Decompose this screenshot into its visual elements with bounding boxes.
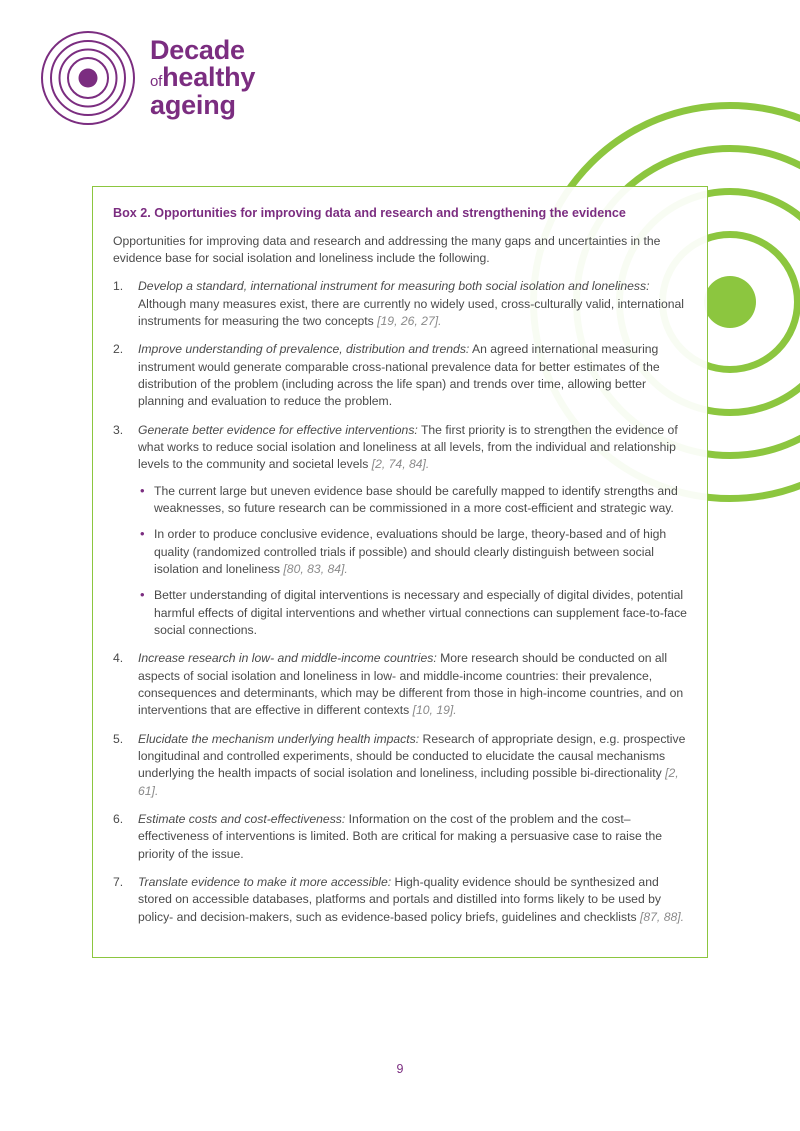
list-item-number: 1. — [113, 279, 124, 294]
list-item — [138, 526, 687, 578]
list-item-lead: Improve understanding of prevalence, distribution and trends: — [138, 342, 470, 357]
concentric-circles-icon — [42, 32, 134, 124]
list-item-lead: Generate better evidence for effective interventions: — [138, 422, 418, 437]
list-item-number: 7. — [113, 874, 124, 889]
list-item — [113, 731, 687, 800]
list-item-body: More research should be conducted on all aspects of social isolation and loneliness in low- and middle-income countries: their prevalence, consequences and determinants, which may be different from those in high-income countries, and on interventions that are effective in different contexts — [138, 651, 684, 718]
logo-line-healthy — [150, 64, 255, 92]
list-item-number: 3. — [113, 422, 124, 437]
box-title: Box 2. Opportunities for improving data and research and strengthening the evidence — [113, 206, 626, 220]
list-item-lead: Develop a standard, international instrument for measuring both social isolation and loneliness: — [138, 279, 650, 294]
logo-word-of: of — [150, 73, 163, 91]
list-item-body: High-quality evidence should be synthesized and stored on accessible databases, platforms and portals and distilled into forms likely to be used by policy- and decision-makers, such as evidence-based policy briefs, guidelines and checklists — [138, 874, 661, 924]
logo-wordmark — [150, 34, 256, 120]
bullet-text: Better understanding of digital interventions is necessary and especially of digital divides, potential harmful effects of digital interventions and whether virtual connections can supplement face-to-face social connections. — [154, 588, 687, 637]
list-item-lead: Increase research in low- and middle-income countries: — [138, 651, 437, 666]
list-item-reference: [2, 74, 84]. — [371, 457, 430, 472]
list-item-lead: Translate evidence to make it more accessible: — [138, 874, 392, 889]
list-item-body: Information on the cost of the problem and the cost–effectiveness of interventions is limited. Both are critical for making a persuasive case to raise the priority of the issue. — [138, 811, 663, 861]
list-item-lead: Elucidate the mechanism underlying health impacts: — [138, 731, 420, 746]
decorative-ring-center-dot — [704, 276, 756, 328]
list-item-body: Research of appropriate design, e.g. prospective longitudinal and controlled experiments, should be conducted to elucidate the causal mechanisms underlying the health impacts of social isolation and loneliness, including possible bi-directionality — [138, 731, 686, 781]
list-item-body: An agreed international measuring instrument would generate comparable cross-national prevalence data for better estimates of the distribution of the problem (including across the life span) and trends over time, allowing better planning and evaluation to reduce the problem. — [138, 342, 660, 409]
list-item — [138, 587, 687, 639]
list-item-number: 4. — [113, 651, 124, 666]
sub-bullet-list — [138, 483, 687, 640]
list-item — [113, 341, 687, 410]
list-item-reference: [2, 61]. — [138, 766, 679, 798]
list-item — [113, 650, 687, 719]
list-item-number: 2. — [113, 342, 124, 357]
list-item — [113, 811, 687, 863]
list-item-number: 6. — [113, 811, 124, 826]
logo-word-healthy: healthy — [162, 62, 256, 93]
decade-of-healthy-ageing-logo — [42, 32, 255, 124]
box-intro-paragraph: Opportunities for improving data and research and addressing the many gaps and uncertainties in the evidence base for social isolation and loneliness include the following. — [113, 233, 661, 266]
bullet-text: In order to produce conclusive evidence, evaluations should be large, theory-based and of high quality (randomized controlled trials if possible) and should clearly distinguish between social isolation and loneliness — [154, 527, 667, 576]
list-item-reference: [19, 26, 27]. — [377, 314, 442, 329]
opportunities-list — [113, 278, 687, 926]
list-item-reference: [87, 88]. — [639, 909, 685, 924]
list-item — [113, 874, 687, 926]
list-item — [138, 483, 687, 518]
list-item-number: 5. — [113, 731, 124, 746]
bullet-text: The current large but uneven evidence base should be carefully mapped to identify strengths and weaknesses, so future research can be commissioned in a more cost-efficient and strategic way. — [154, 483, 678, 515]
list-item-body: The first priority is to strengthen the evidence of what works to reduce social isolation and loneliness at all levels, from the individual and relationship levels to the community and societal levels — [138, 422, 678, 472]
page-number: 9 — [396, 1062, 404, 1076]
logo-line-ageing: ageing — [150, 89, 236, 120]
bullet-reference: [80, 83, 84]. — [283, 561, 348, 576]
list-item — [113, 422, 687, 640]
list-item — [113, 278, 687, 330]
logo-line-decade: Decade — [150, 34, 245, 65]
logo-center-dot — [79, 69, 98, 88]
list-item-body: Although many measures exist, there are currently no widely used, cross-culturally valid, international instruments for measuring the two concepts — [138, 296, 684, 329]
box-2-container — [92, 186, 708, 958]
list-item-lead: Estimate costs and cost-effectiveness: — [138, 811, 346, 826]
list-item-reference: [10, 19]. — [412, 703, 457, 718]
